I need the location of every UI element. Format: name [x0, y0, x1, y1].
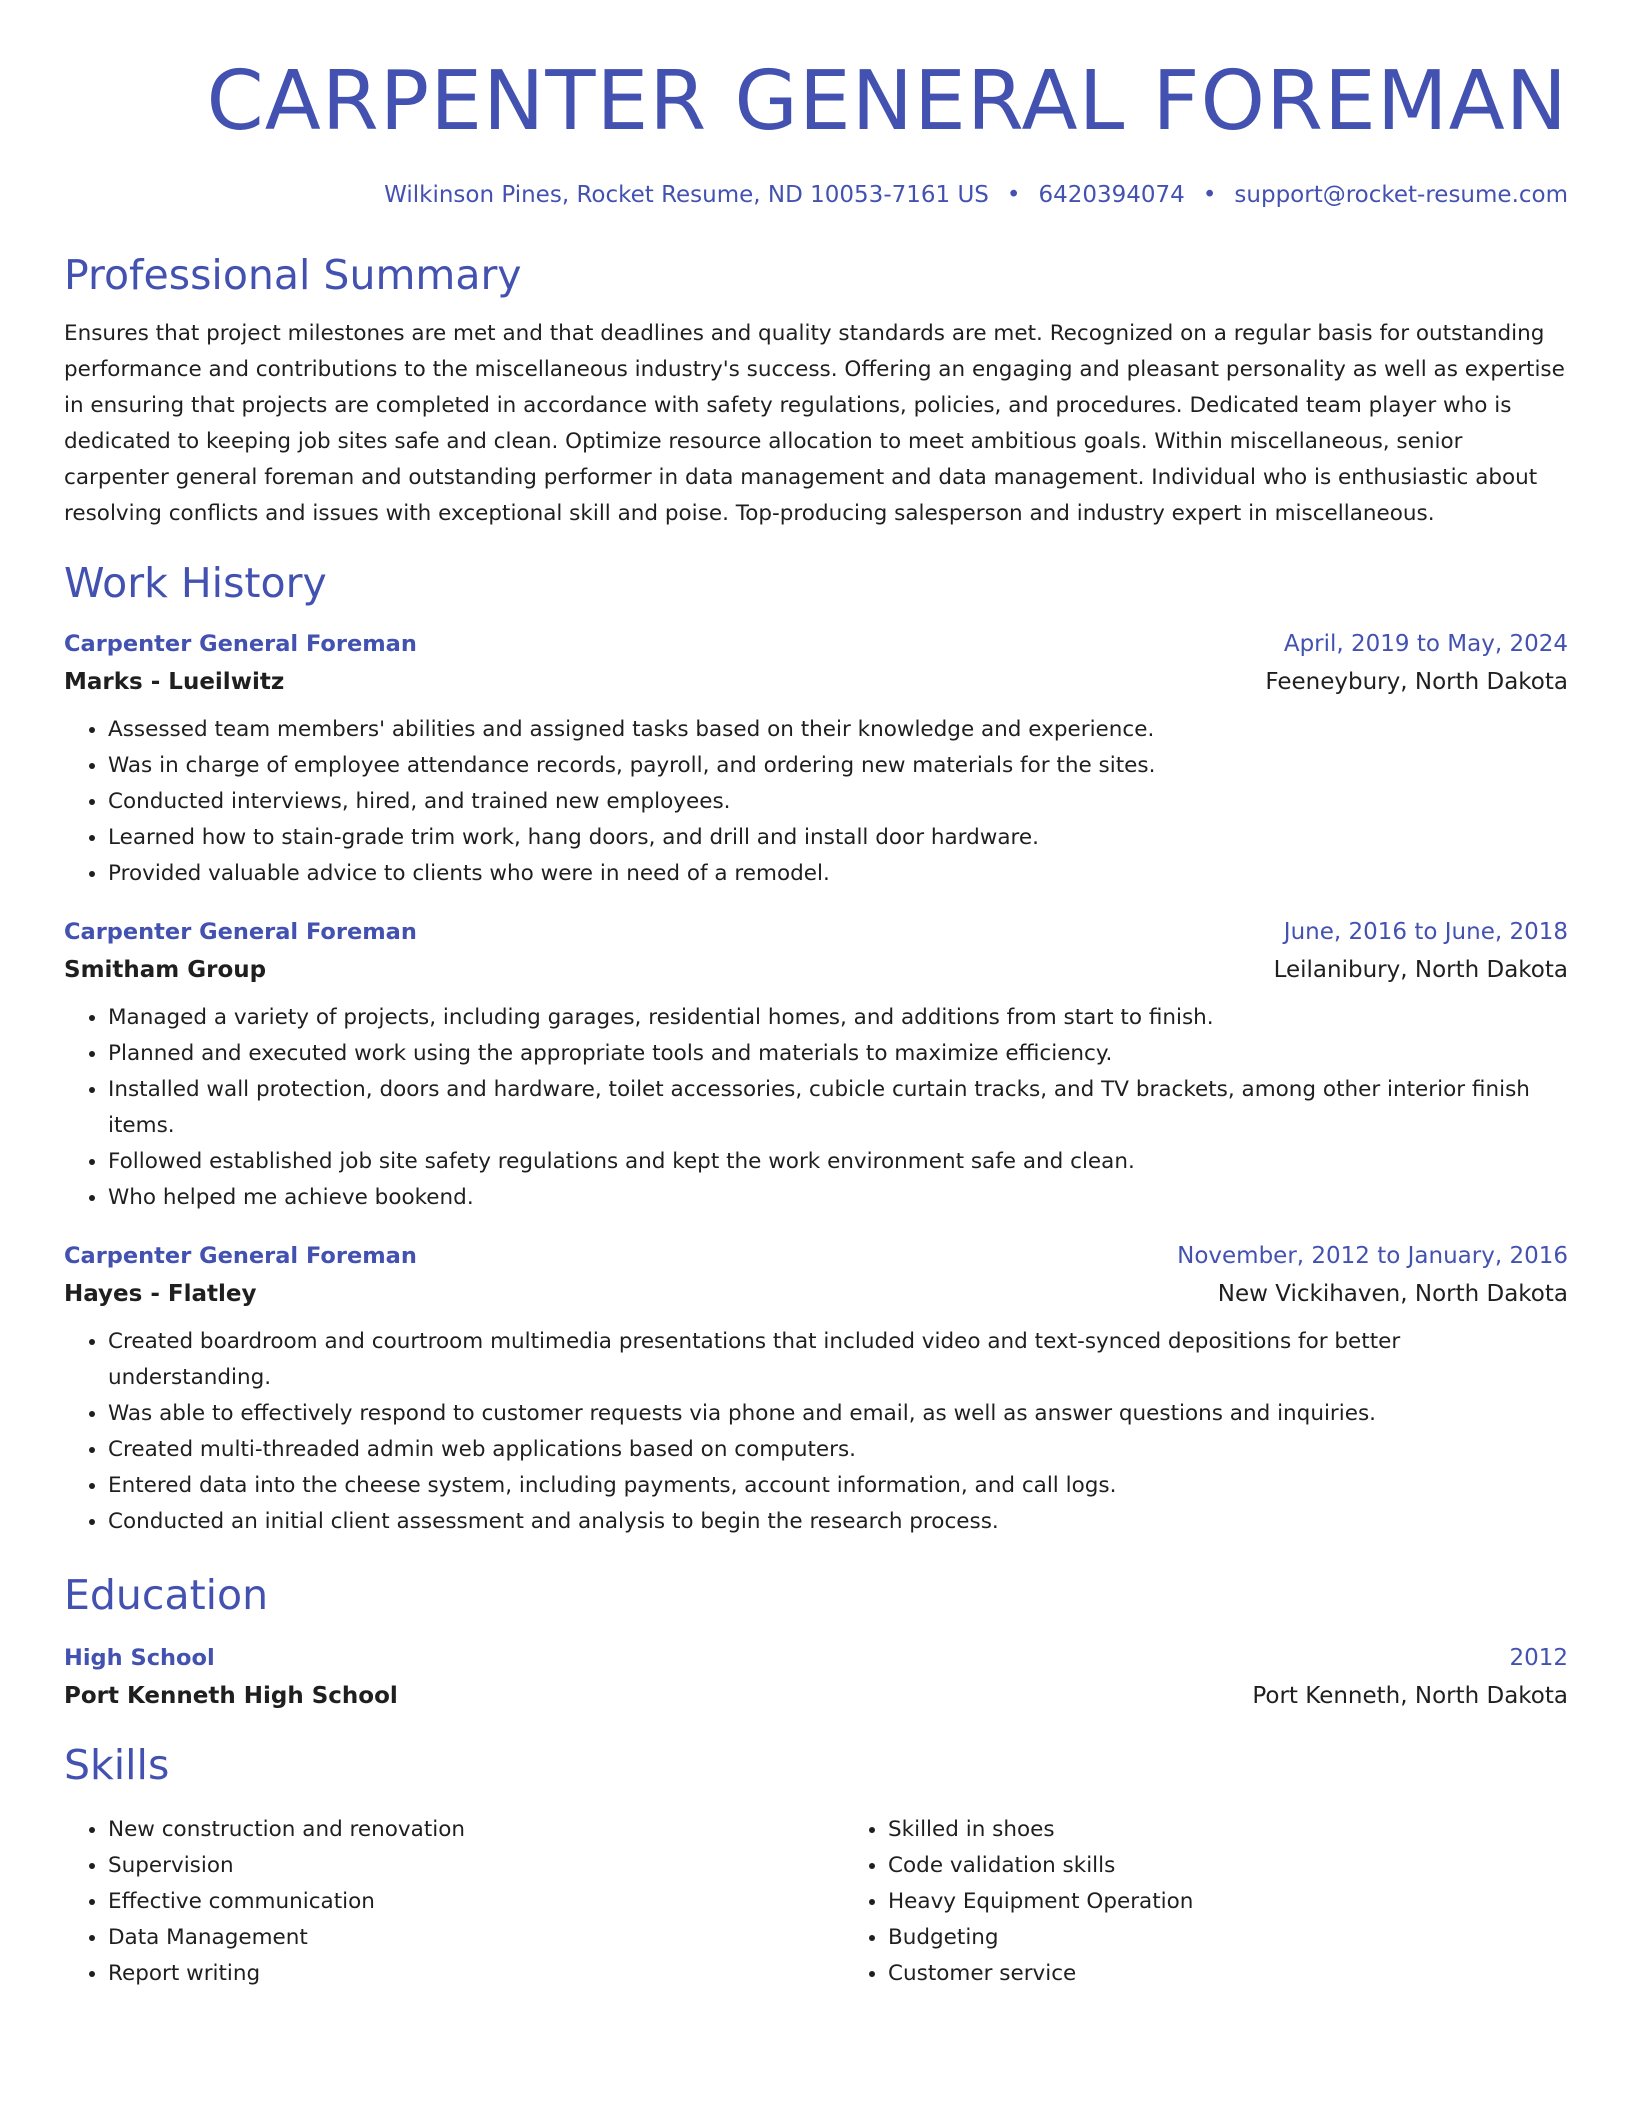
job-company: Smitham Group: [64, 957, 267, 983]
candidate-name: CARPENTER GENERAL FOREMAN: [206, 54, 1568, 149]
job-bullet: • Entered data into the cheese system, including payments, account information, and call logs.: [108, 1468, 1568, 1504]
education-location: Port Kenneth, North Dakota: [1252, 1683, 1568, 1709]
job-bullet: • Provided valuable advice to clients who were in need of a remodel.: [108, 856, 1568, 892]
job-company: Hayes - Flatley: [64, 1281, 257, 1307]
skill-item: • Skilled in shoes: [888, 1812, 1568, 1848]
job-bullet: • Conducted an initial client assessment and analysis to begin the research process.: [108, 1504, 1568, 1540]
skill-item: • Customer service: [888, 1956, 1568, 1992]
job-bullet: • Learned how to stain-grade trim work, hang doors, and drill and install door hardware.: [108, 820, 1568, 856]
education-entry: [64, 1640, 1568, 1716]
contact-line: [64, 180, 1568, 210]
job-bullet: • Created multi-threaded admin web applications based on computers.: [108, 1432, 1568, 1468]
skill-item: • Heavy Equipment Operation: [888, 1884, 1568, 1920]
job-bullet: • Planned and executed work using the appropriate tools and materials to maximize efficiency.: [108, 1036, 1568, 1072]
contact-address: Wilkinson Pines, Rocket Resume, ND 10053-7161 US: [384, 182, 989, 208]
summary-heading: Professional Summary: [64, 251, 522, 299]
education-heading: Education: [64, 1571, 269, 1619]
skills-heading: Skills: [64, 1741, 170, 1789]
skill-item: • Code validation skills: [888, 1848, 1568, 1884]
skill-item: • Data Management: [108, 1920, 844, 1956]
job-bullet: • Conducted interviews, hired, and trained new employees.: [108, 784, 1568, 820]
job-location: Feeneybury, North Dakota: [1265, 669, 1568, 695]
job-bullet: • Assessed team members' abilities and assigned tasks based on their knowledge and experience.: [108, 712, 1568, 748]
job-entry: [64, 1238, 1568, 1540]
contact-email: support@rocket-resume.com: [1234, 182, 1568, 208]
job-bullet: • Installed wall protection, doors and hardware, toilet accessories, cubicle curtain tracks, and TV brackets, among other interior finish items.: [108, 1072, 1568, 1144]
job-entry: [64, 914, 1568, 1216]
job-bullet: • Was in charge of employee attendance records, payroll, and ordering new materials for the sites.: [108, 748, 1568, 784]
job-dates: November, 2012 to January, 2016: [1177, 1243, 1568, 1269]
education-school: Port Kenneth High School: [64, 1683, 398, 1709]
contact-separator: •: [1202, 182, 1217, 208]
work-history-list: [64, 626, 1568, 1540]
job-location: Leilanibury, North Dakota: [1273, 957, 1568, 983]
summary-text: Ensures that project milestones are met and that deadlines and quality standards are met. Recognized on a regular basis for outstanding performance and contributions to the miscellaneous industry's success. Offering an engaging and pleasant personality as well as expertise in ensuring that projects are completed in accordance with safety regulations, policies, and procedures. Dedicated team player who is dedicated to keeping job sites safe and clean. Optimize resource allocation to meet ambitious goals. Within miscellaneous, senior carpenter general foreman and outstanding performer in data management and data management. Individual who is enthusiastic about resolving conflicts and issues with exceptional skill and poise. Top-producing salesperson and industry expert in miscellaneous.: [64, 321, 1565, 526]
contact-phone: 6420394074: [1038, 182, 1185, 208]
job-title: Carpenter General Foreman: [64, 631, 417, 657]
skill-item: • New construction and renovation: [108, 1812, 844, 1848]
job-bullets: [64, 712, 1568, 892]
job-title: Carpenter General Foreman: [64, 919, 417, 945]
job-bullets: [64, 1324, 1568, 1540]
resume-header: [64, 0, 1568, 210]
skills-columns: [64, 1812, 1568, 1992]
skill-item: • Effective communication: [108, 1884, 844, 1920]
job-bullet: • Created boardroom and courtroom multimedia presentations that included video and text-synced depositions for better understanding.: [108, 1324, 1568, 1396]
skills-list-left: [64, 1812, 844, 1992]
contact-separator: •: [1006, 182, 1021, 208]
work-history-heading: Work History: [64, 559, 327, 607]
job-title: Carpenter General Foreman: [64, 1243, 417, 1269]
job-dates: June, 2016 to June, 2018: [1283, 919, 1568, 945]
skills-list-right: [844, 1812, 1568, 1992]
job-bullet: • Who helped me achieve bookend.: [108, 1180, 1568, 1216]
job-dates: April, 2019 to May, 2024: [1283, 631, 1568, 657]
job-bullet: • Was able to effectively respond to customer requests via phone and email, as well as answer questions and inquiries.: [108, 1396, 1568, 1432]
job-bullet: • Followed established job site safety regulations and kept the work environment safe and clean.: [108, 1144, 1568, 1180]
education-degree: High School: [64, 1645, 215, 1671]
job-location: New Vickihaven, North Dakota: [1217, 1281, 1568, 1307]
job-bullet: • Managed a variety of projects, including garages, residential homes, and additions from start to finish.: [108, 1000, 1568, 1036]
education-year: 2012: [1509, 1645, 1568, 1671]
skill-item: • Budgeting: [888, 1920, 1568, 1956]
skill-item: • Supervision: [108, 1848, 844, 1884]
job-bullets: [64, 1000, 1568, 1216]
job-entry: [64, 626, 1568, 892]
job-company: Marks - Lueilwitz: [64, 669, 285, 695]
skill-item: • Report writing: [108, 1956, 844, 1992]
